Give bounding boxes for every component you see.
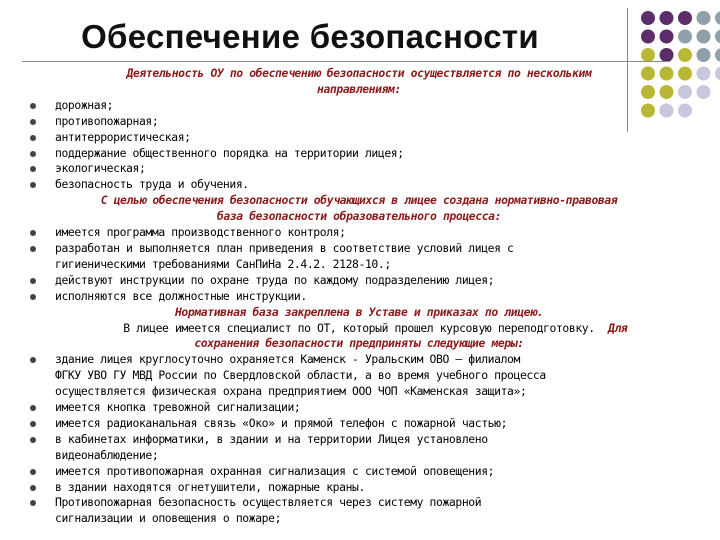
- normative-list: [0, 225, 718, 305]
- bullet-icon: [30, 230, 36, 236]
- list-item: [0, 495, 718, 527]
- decorative-dot: [660, 48, 674, 62]
- decorative-dot: [678, 48, 692, 62]
- list-item-text: ФГКУ УВО ГУ МВД России по Свердловской области, а во время учебного процесса: [55, 368, 546, 383]
- bullet-icon: [30, 437, 36, 443]
- decorative-dot: [697, 48, 711, 62]
- decorative-dot: [641, 30, 655, 44]
- bullet-icon: [30, 119, 36, 125]
- list-item: [0, 146, 718, 162]
- decorative-dot: [678, 11, 692, 25]
- decorative-dot: [641, 11, 655, 25]
- list-item-text: поддержание общественного порядка на территории лицея;: [55, 145, 404, 160]
- bullet-icon: [30, 500, 36, 506]
- specialist-text: В лицее имеется специалист по ОТ, который прошел курсовую переподготовку.: [123, 320, 595, 335]
- list-item: [0, 352, 718, 400]
- list-item-text: видеонаблюдение;: [55, 447, 159, 462]
- base-fixed-line: Нормативная база закреплена в Уставе и приказах по лицею.: [174, 304, 544, 319]
- list-item: [0, 241, 718, 273]
- list-item-text: противопожарная;: [55, 113, 159, 128]
- list-item-text: здание лицея круглосуточно охраняется Каменск - Уральским ОВО – филиалом: [55, 352, 520, 367]
- list-item-text: дорожная;: [55, 97, 114, 112]
- bullet-icon: [30, 485, 36, 491]
- bullet-icon: [30, 103, 36, 109]
- list-item-text: исполняются все должностные инструкции.: [55, 288, 307, 303]
- decorative-dot: [641, 48, 655, 62]
- list-item-text: в кабинетах информатики, в здании и на территории Лицея установлено: [55, 431, 488, 446]
- bullet-icon: [30, 182, 36, 188]
- intro-line-1: Деятельность ОУ по обеспечению безопасности осуществляется по нескольким: [126, 66, 592, 80]
- list-item: [0, 289, 718, 305]
- bullet-icon: [30, 405, 36, 411]
- bullet-icon: [30, 357, 36, 363]
- list-item: [0, 416, 718, 432]
- bullet-icon: [30, 421, 36, 427]
- list-item: [0, 400, 718, 416]
- directions-list: [0, 98, 718, 193]
- list-item-text: антитеррористическая;: [55, 129, 191, 144]
- list-item-text: экологическая;: [55, 161, 146, 176]
- list-item: [0, 480, 718, 496]
- decorative-dot: [715, 48, 720, 62]
- measures-list: [0, 352, 718, 527]
- decorative-dot: [697, 11, 711, 25]
- list-item-text: безопасность труда и обучения.: [55, 177, 249, 192]
- list-item: [0, 130, 718, 146]
- decorative-dot: [660, 30, 674, 44]
- bullet-icon: [30, 151, 36, 157]
- list-item: [0, 225, 718, 241]
- slide-content: [0, 66, 718, 527]
- list-item-text: имеется радиоканальная связь «Око» и прямой телефон с пожарной частью;: [55, 415, 508, 430]
- decorative-dot: [715, 11, 720, 25]
- bullet-icon: [30, 294, 36, 300]
- decorative-dot: [697, 30, 711, 44]
- bullet-icon: [30, 278, 36, 284]
- normative-line-1: С целью обеспечения безопасности обучающихся в лицее создана нормативно-правовая: [100, 193, 618, 208]
- specialist-line: [0, 321, 718, 337]
- list-item: [0, 98, 718, 114]
- bullet-icon: [30, 166, 36, 172]
- list-item: [0, 177, 718, 193]
- list-item: [0, 464, 718, 480]
- list-item: [0, 114, 718, 130]
- normative-line-2: база безопасности образовательного процесса:: [216, 209, 502, 224]
- list-item-text: в здании находятся огнетушители, пожарные краны.: [55, 479, 365, 494]
- measures-overlap-word: Для: [608, 320, 628, 335]
- list-item-text: имеется противопожарная охранная сигнализация с системой оповещения;: [55, 463, 495, 478]
- bullet-icon: [30, 135, 36, 141]
- list-item-text: осуществляется физическая охрана предприятием ООО ЧОП «Каменская защита»;: [55, 384, 527, 399]
- list-item: [0, 161, 718, 177]
- decorative-dot: [660, 11, 674, 25]
- decorative-dot: [715, 30, 720, 44]
- list-item-text: сигнализации и оповещения о пожаре;: [55, 511, 282, 526]
- list-item-text: имеется кнопка тревожной сигнализации;: [55, 400, 301, 415]
- horizontal-divider: [22, 61, 670, 62]
- list-item-text: разработан и выполняется план приведения в соответствие условий лицея с: [55, 240, 514, 255]
- list-item-text: имеется программа производственного контроля;: [55, 225, 346, 240]
- measures-line: сохранения безопасности предприняты следующие меры:: [194, 336, 524, 351]
- list-item-text: гигиеническими требованиями СанПиНа 2.4.2. 2128-10.;: [55, 256, 391, 271]
- slide-title: Обеспечение безопасности: [81, 18, 539, 55]
- bullet-icon: [30, 469, 36, 475]
- list-item-text: действуют инструкции по охране труда по каждому подразделению лицея;: [55, 272, 495, 287]
- bullet-icon: [30, 246, 36, 252]
- list-item: [0, 273, 718, 289]
- decorative-dot: [678, 30, 692, 44]
- list-item-text: Противопожарная безопасность осуществляется через систему пожарной: [55, 495, 482, 510]
- list-item: [0, 432, 718, 464]
- intro-line-2: направлениям:: [317, 81, 401, 96]
